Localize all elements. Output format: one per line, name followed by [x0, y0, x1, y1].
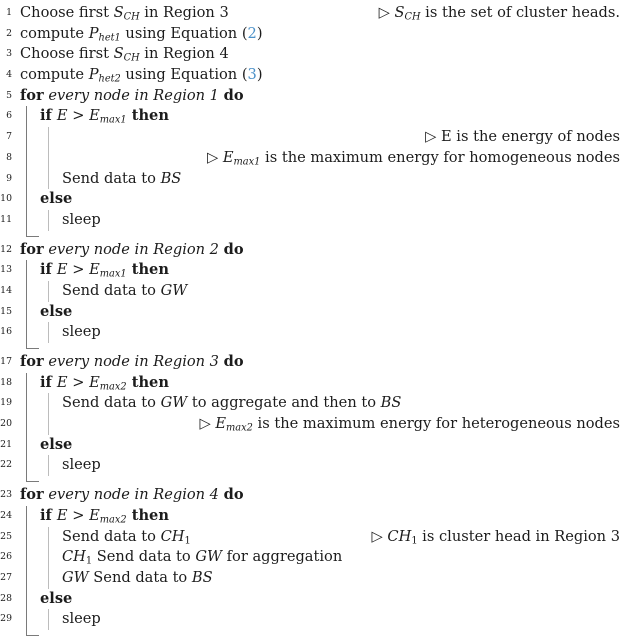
line-number: 20 [0, 418, 12, 430]
comment-text: max1 [233, 156, 261, 168]
inner-block-rule [48, 568, 49, 589]
code-line [0, 106, 623, 127]
line-number: 2 [6, 27, 12, 39]
content-text: sleep [62, 610, 101, 628]
code-line [0, 148, 623, 169]
outer-block-rule [26, 169, 27, 190]
comment-text: is the maximum energy for homogeneous nodes [260, 148, 620, 166]
line-number: 8 [6, 151, 12, 163]
content-text: GW [195, 548, 223, 566]
code-line [0, 302, 623, 323]
statement [40, 589, 72, 610]
block-rule-foot [26, 236, 39, 237]
comment-text: CH [404, 11, 421, 23]
content-text: max1 [99, 268, 127, 280]
block-rule-foot [26, 348, 39, 349]
content-text: E [89, 107, 100, 125]
content-text: do [223, 486, 244, 504]
code-line [0, 455, 623, 476]
content-text: every node in Region 1 [43, 86, 224, 104]
content-text: Send data to [62, 394, 161, 412]
content-text: het2 [98, 73, 121, 85]
code-line [0, 609, 623, 630]
outer-block-rule [26, 435, 27, 456]
statement [40, 435, 72, 456]
outer-block-rule [26, 373, 27, 394]
code-line [0, 44, 623, 65]
content-text: ) [256, 24, 263, 42]
content-text: else [40, 302, 73, 320]
comment-text: ▷ [199, 415, 216, 433]
line-number: 7 [6, 131, 12, 143]
code-line [0, 527, 623, 548]
statement [20, 352, 244, 373]
comment-text: ▷ [371, 527, 388, 545]
line-number: 23 [0, 489, 12, 501]
content-text: Choose first [20, 45, 114, 63]
content-text: in Region 4 [139, 45, 229, 63]
line-number: 14 [0, 284, 12, 296]
content-text: E [56, 107, 68, 125]
line-number: 26 [0, 551, 12, 563]
content-text: E [89, 506, 100, 524]
content-text: CH [123, 52, 140, 64]
content-text: for aggregation [222, 548, 343, 566]
content-text: BS [191, 568, 213, 586]
comment-text: E [222, 148, 234, 166]
comment-text: 1 [411, 535, 418, 546]
content-text: GW [160, 281, 188, 299]
line-number: 18 [0, 376, 12, 388]
content-text: > [67, 373, 90, 391]
line-number: 12 [0, 243, 12, 255]
code-line [0, 127, 623, 148]
code-line [0, 414, 623, 435]
content-text: sleep [62, 323, 101, 341]
line-number: 29 [0, 613, 12, 625]
line-number: 25 [0, 530, 12, 542]
content-text: P [88, 24, 99, 42]
inner-block-rule [48, 322, 49, 343]
content-text: Choose first [20, 4, 114, 21]
line-number: 6 [6, 110, 12, 122]
code-line [0, 3, 623, 24]
content-text: for [20, 86, 44, 104]
code-line [0, 568, 623, 589]
line-number: 11 [0, 213, 12, 225]
content-text: then [126, 107, 169, 125]
line-number: 22 [0, 459, 12, 471]
inner-block-rule [48, 547, 49, 568]
line-number: 28 [0, 592, 12, 604]
content-text: do [223, 86, 244, 104]
content-text: do [223, 240, 244, 258]
content-text: GW [160, 394, 188, 412]
content-text: max2 [99, 514, 127, 526]
line-number: 21 [0, 438, 12, 450]
line-number: 3 [6, 48, 12, 60]
block-end [0, 476, 623, 482]
content-text: for [20, 240, 44, 258]
equation-link[interactable]: 2 [247, 24, 257, 42]
statement [62, 393, 401, 414]
code-line [0, 169, 623, 190]
comment [425, 127, 620, 148]
statement [20, 485, 244, 506]
content-text: E [56, 373, 68, 391]
code-line [0, 485, 623, 506]
content-text: E [56, 506, 68, 524]
inner-block-rule [48, 414, 49, 435]
content-text: 1 [184, 535, 191, 546]
content-text: ) [256, 66, 263, 84]
content-text: CH [123, 11, 140, 23]
line-number: 15 [0, 305, 12, 317]
statement [62, 169, 181, 190]
content-text: using Equation ( [120, 66, 248, 84]
code-line [0, 589, 623, 610]
outer-block-rule [26, 302, 27, 323]
content-text: S [113, 4, 124, 21]
comment-text: ▷ E is the energy of nodes [425, 128, 620, 146]
content-text: using Equation ( [120, 24, 248, 42]
comment-text: ▷ [378, 4, 395, 21]
statement [62, 568, 213, 589]
content-text: > [67, 261, 90, 279]
block-end [0, 630, 623, 636]
statement [20, 240, 244, 261]
content-text: then [126, 373, 169, 391]
content-text: every node in Region 2 [43, 240, 224, 258]
outer-block-rule [26, 210, 27, 231]
content-text: Send data to [92, 548, 196, 566]
content-text: then [126, 261, 169, 279]
comment-text: is the maximum energy for heterogeneous nodes [252, 415, 620, 433]
content-text: CH [160, 527, 185, 545]
content-text: if [40, 506, 57, 524]
code-line [0, 352, 623, 373]
outer-block-rule [26, 589, 27, 610]
comment-text: is cluster head in Region 3 [417, 527, 620, 545]
outer-block-rule [26, 609, 27, 630]
block-end [0, 231, 623, 237]
code-line [0, 189, 623, 210]
content-text: GW [62, 568, 89, 586]
inner-block-rule [48, 148, 49, 169]
content-text: Send data to [88, 568, 192, 586]
outer-block-rule [26, 148, 27, 169]
content-text: if [40, 261, 57, 279]
block-end [0, 343, 623, 349]
statement [62, 210, 101, 231]
inner-block-rule [48, 393, 49, 414]
content-text: Send data to [62, 527, 161, 545]
content-text: BS [160, 169, 182, 187]
code-line [0, 240, 623, 261]
content-text: compute [20, 24, 89, 42]
line-number: 4 [6, 69, 12, 81]
content-text: then [126, 506, 169, 524]
content-text: if [40, 373, 57, 391]
outer-block-rule [26, 414, 27, 435]
line-number: 5 [6, 89, 12, 101]
line-number: 17 [0, 356, 12, 367]
statement [40, 302, 72, 323]
content-text: max2 [99, 381, 127, 393]
content-text: 1 [85, 555, 93, 567]
statement [20, 86, 244, 107]
outer-block-rule [26, 260, 27, 281]
code-line [0, 547, 623, 568]
inner-block-rule [48, 127, 49, 148]
outer-block-rule [26, 393, 27, 414]
comment-text: is the set of cluster heads. [420, 4, 620, 21]
block-rule-foot [26, 635, 39, 636]
content-text: do [223, 353, 244, 370]
content-text: Send data to [62, 169, 161, 187]
inner-block-rule [48, 527, 49, 548]
line-number: 27 [0, 571, 12, 583]
content-text: else [40, 190, 73, 208]
statement [62, 322, 101, 343]
statement [62, 281, 187, 302]
line-number: 13 [0, 264, 12, 276]
code-line [0, 86, 623, 107]
statement [62, 609, 101, 630]
content-text: sleep [62, 210, 101, 228]
code-line [0, 24, 623, 45]
content-text: for [20, 486, 44, 504]
code-line [0, 373, 623, 394]
code-line [0, 393, 623, 414]
content-text: to aggregate and then to [187, 394, 381, 412]
inner-block-rule [48, 281, 49, 302]
outer-block-rule [26, 455, 27, 476]
comment-text: S [394, 4, 405, 21]
inner-block-rule [48, 169, 49, 190]
outer-block-rule [26, 527, 27, 548]
content-text: > [67, 506, 90, 524]
comment-text: max2 [226, 422, 253, 434]
comment-text: CH [387, 527, 412, 545]
content-text: else [40, 435, 73, 453]
statement [40, 189, 72, 210]
code-line [0, 435, 623, 456]
content-text: Send data to [62, 281, 161, 299]
content-text: every node in Region 3 [43, 353, 224, 370]
line-number: 10 [0, 193, 12, 205]
code-line [0, 281, 623, 302]
outer-block-rule [26, 547, 27, 568]
content-text: BS [380, 394, 402, 412]
code-line [0, 506, 623, 527]
content-text: E [89, 373, 100, 391]
content-text: compute [20, 66, 89, 84]
line-number: 16 [0, 326, 12, 338]
content-text: max1 [99, 114, 127, 126]
outer-block-rule [26, 506, 27, 527]
code-line [0, 260, 623, 281]
line-number: 1 [6, 7, 12, 18]
content-text: S [113, 45, 124, 63]
comment-text: ▷ [206, 148, 223, 166]
equation-link[interactable]: 3 [247, 66, 257, 84]
content-text: E [89, 261, 100, 279]
line-number: 19 [0, 397, 12, 409]
content-text: sleep [62, 456, 101, 474]
outer-block-rule [26, 281, 27, 302]
code-line [0, 65, 623, 86]
content-text: E [56, 261, 68, 279]
content-text: CH [62, 548, 86, 566]
content-text: every node in Region 4 [43, 486, 224, 504]
comment-text: E [215, 415, 227, 433]
content-text: for [20, 353, 44, 370]
statement [62, 455, 101, 476]
inner-block-rule [48, 210, 49, 231]
content-text: if [40, 107, 57, 125]
outer-block-rule [26, 106, 27, 127]
outer-block-rule [26, 568, 27, 589]
code-line [0, 210, 623, 231]
content-text: in Region 3 [139, 4, 229, 21]
line-number: 24 [0, 509, 12, 521]
code-line [0, 322, 623, 343]
outer-block-rule [26, 322, 27, 343]
line-number: 9 [6, 172, 12, 184]
content-text: P [88, 66, 99, 84]
content-text: else [40, 589, 73, 607]
inner-block-rule [48, 455, 49, 476]
content-text: > [67, 107, 90, 125]
block-rule-foot [26, 481, 39, 482]
outer-block-rule [26, 127, 27, 148]
inner-block-rule [48, 609, 49, 630]
outer-block-rule [26, 189, 27, 210]
content-text: het1 [98, 32, 121, 44]
